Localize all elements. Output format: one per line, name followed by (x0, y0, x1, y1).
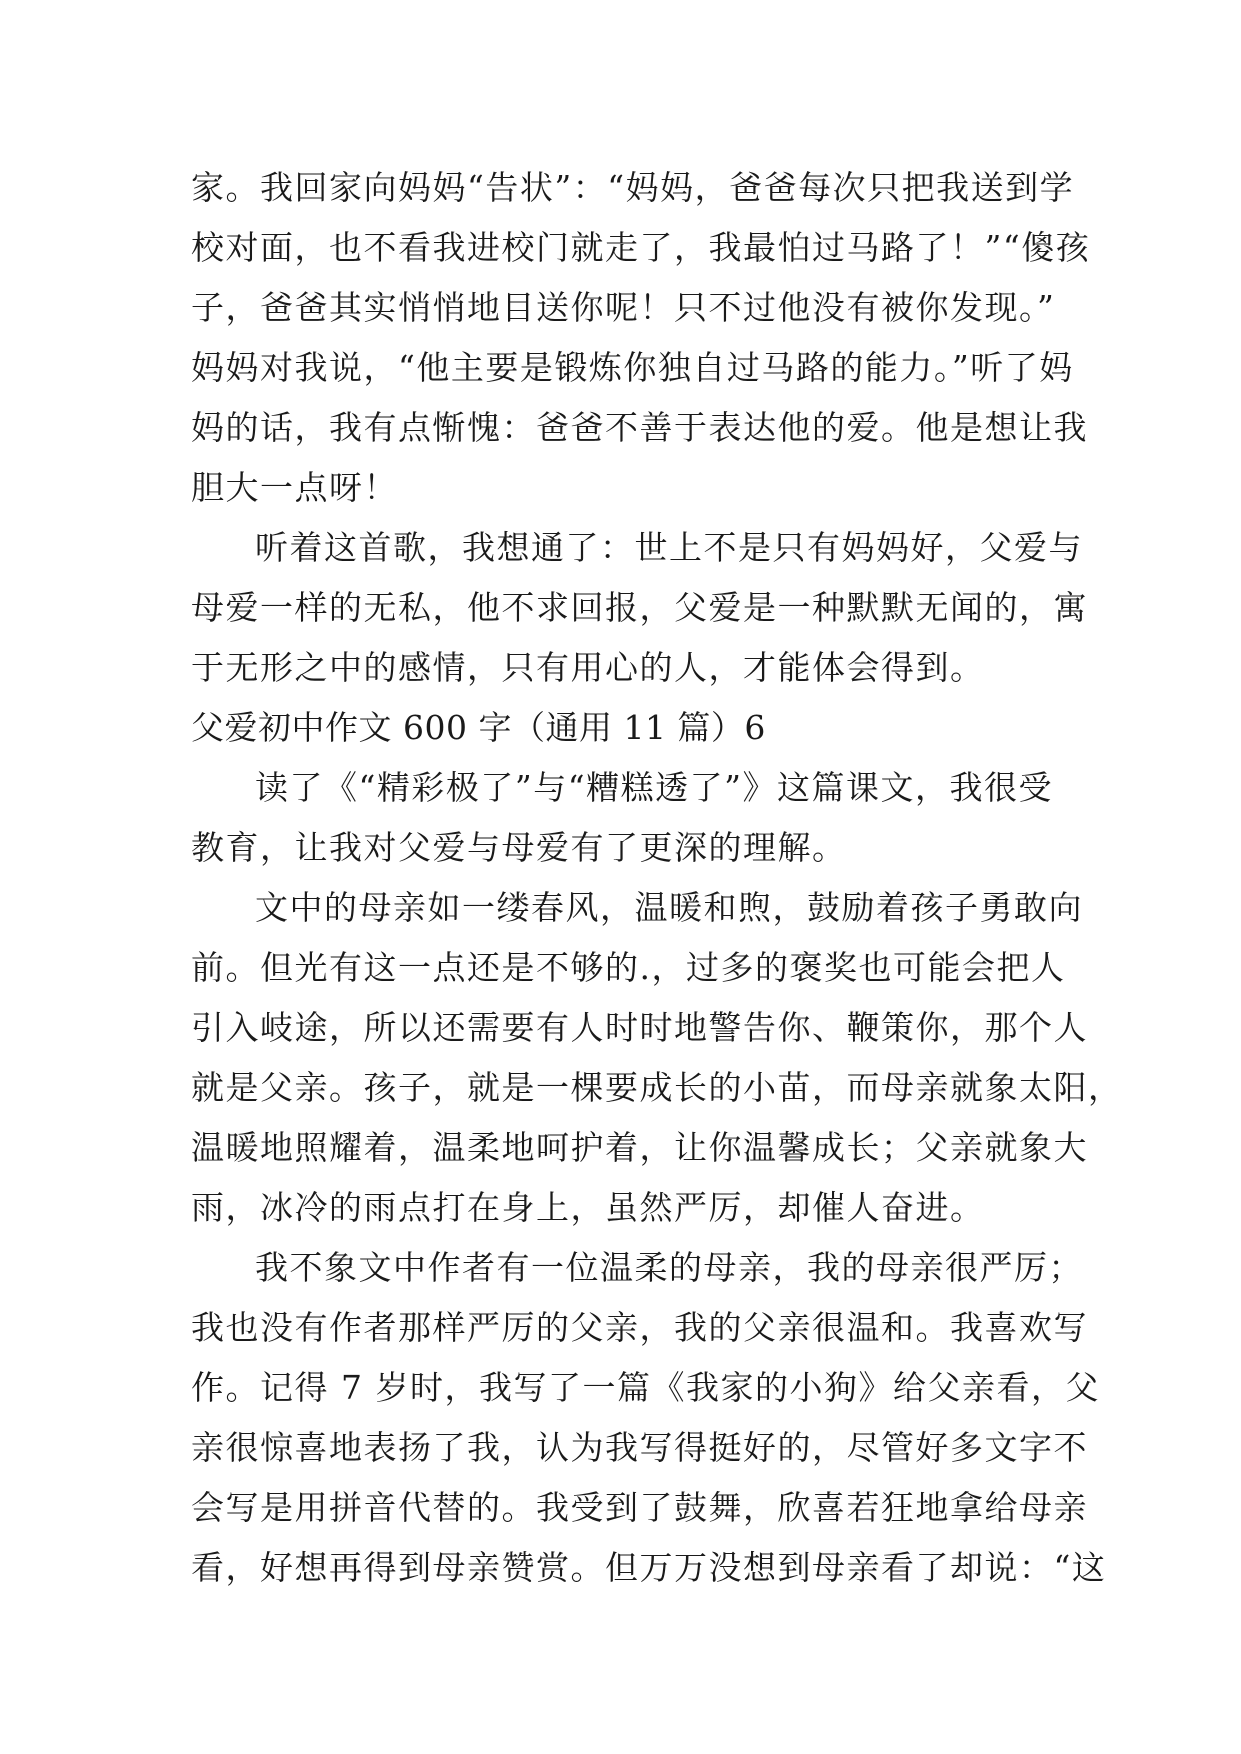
paragraph-first-line: 文中的母亲如一缕春风，温暖和煦，鼓励着孩子勇敢向 (255, 888, 1083, 927)
text-line: 校对面，也不看我进校门就走了，我最怕过马路了！”“傻孩 (191, 228, 1091, 267)
document-page (191, 158, 1123, 1598)
text-line: 于无形之中的感情，只有用心的人，才能体会得到。 (191, 648, 985, 687)
text-line: 就是父亲。孩子，就是一棵要成长的小苗，而母亲就象太阳， (191, 1068, 1123, 1107)
paragraph-first-line: 读了《“精彩极了”与“糟糕透了”》这篇课文，我很受 (255, 768, 1053, 807)
text-line: 我也没有作者那样严厉的父亲，我的父亲很温和。我喜欢写 (191, 1308, 1088, 1347)
text-line: 胆大一点呀！ (191, 468, 398, 507)
text-line: 亲很惊喜地表扬了我，认为我写得挺好的，尽管好多文字不 (191, 1428, 1088, 1467)
text-line: 教育，让我对父爱与母爱有了更深的理解。 (191, 828, 847, 867)
text-line: 妈的话，我有点惭愧：爸爸不善于表达他的爱。他是想让我 (191, 408, 1088, 447)
text-line: 会写是用拼音代替的。我受到了鼓舞，欣喜若狂地拿给母亲 (191, 1488, 1088, 1527)
text-line: 家。我回家向妈妈“告状”：“妈妈，爸爸每次只把我送到学 (191, 168, 1075, 207)
text-line: 作。记得 7 岁时，我写了一篇《我家的小狗》给父亲看，父 (191, 1368, 1100, 1407)
text-line: 看，好想再得到母亲赞赏。但万万没想到母亲看了却说：“这 (191, 1548, 1107, 1587)
text-line: 子，爸爸其实悄悄地目送你呢！只不过他没有被你发现。” (191, 288, 1056, 327)
text-line: 妈妈对我说，“他主要是锻炼你独自过马路的能力。”听了妈 (191, 348, 1074, 387)
text-line: 温暖地照耀着，温柔地呵护着，让你温馨成长；父亲就象大 (191, 1128, 1088, 1167)
text-line: 母爱一样的无私，他不求回报，父爱是一种默默无闻的，寓 (191, 588, 1088, 627)
section-heading: 父爱初中作文 600 字（通用 11 篇）6 (191, 708, 766, 747)
paragraph-first-line: 我不象文中作者有一位温柔的母亲，我的母亲很严厉； (255, 1248, 1083, 1287)
text-line: 前。但光有这一点还是不够的.，过多的褒奖也可能会把人 (191, 948, 1066, 987)
text-line: 雨，冰冷的雨点打在身上，虽然严厉，却催人奋进。 (191, 1188, 985, 1227)
paragraph-first-line: 听着这首歌，我想通了：世上不是只有妈妈好，父爱与 (255, 528, 1083, 567)
text-line: 引入岐途，所以还需要有人时时地警告你、鞭策你，那个人 (191, 1008, 1088, 1047)
